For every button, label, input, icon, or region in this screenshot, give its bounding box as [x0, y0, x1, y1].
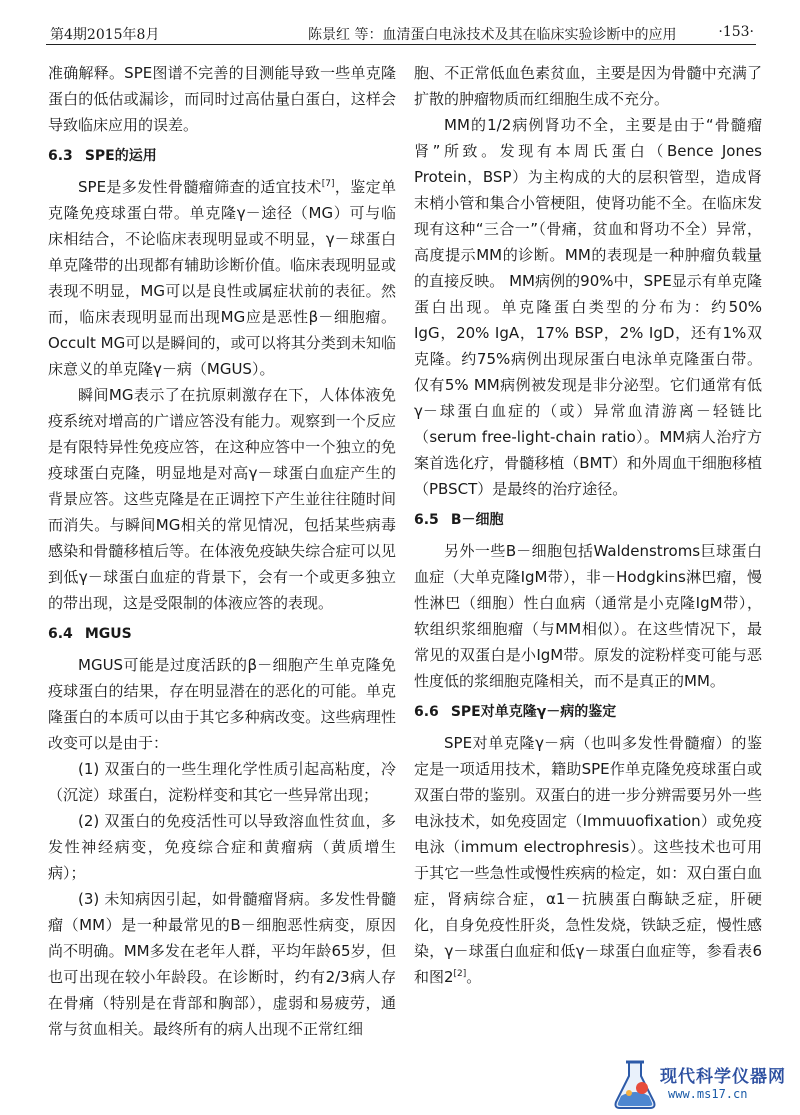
section-title: B－细胞	[450, 512, 504, 528]
section-heading-6-3	[48, 143, 396, 169]
text-run: SPE是多发性骨髓瘤筛查的适宜技术	[78, 178, 322, 196]
section-number: 6.6	[414, 704, 439, 720]
section-number: 6.5	[414, 512, 439, 528]
citation-ref: [2]	[453, 969, 467, 979]
list-item: (1) 双蛋白的一些生理化学性质引起高粘度，冷（沉淀）球蛋白，淀粉样变和其它一些异常出现；	[48, 760, 396, 804]
section-number: 6.3	[48, 148, 73, 164]
watermark-name: 现代科学仪器网	[660, 1067, 786, 1087]
section-number: 6.4	[48, 626, 73, 642]
section-heading-6-5	[414, 507, 762, 533]
paragraph: 瞬间MG表示了在抗原刺激存在下，人体体液免疫系统对增高的广谱应答没有能力。观察到一个反应是有限特异性免疫应答，在这种应答中一个独立的免疫球蛋白克隆，明显地是对高γ－球蛋白血症产生的背景应答。这些克隆是在正调控下产生並往往随时间而消失。与瞬间MG相关的常见情况，包括某些病毒感染和骨髓移植后等。在体液免疫缺失综合症可以见到低γ－球蛋白血症的背景下，会有一个或更多独立的带出现，这是受限制的体液应答的表现。	[48, 386, 396, 612]
flask-icon	[612, 1058, 658, 1110]
watermark-url: www.ms17.cn	[668, 1087, 748, 1101]
section-heading-6-6	[414, 699, 762, 725]
page-number: ·153·	[718, 24, 754, 40]
list-item: (2) 双蛋白的免疫活性可以导致溶血性贫血，多发性神经病变，免疫综合症和黄瘤病（黄质增生病）；	[48, 812, 396, 882]
section-title: SPE的运用	[84, 148, 157, 164]
paragraph	[414, 730, 762, 990]
text-run: SPE对单克隆γ－病（也叫多发性骨髓瘤）的鉴定是一项适用技术，籍助SPE作单克隆免疫球蛋白或双蛋白带的鉴别。双蛋白的进一步分辨需要另外一些电泳技术，如免疫固定（Immuuofixation）或免疫电泳（immum electrophresis）。这些技术也可用于其它一些急性或慢性疾病的检定，如：双白蛋白血症，肾病综合症，α1－抗胰蛋白酶缺乏症，肝硬化，自身免疫性肝炎，急性发烧，铁缺乏症，慢性感染，γ－球蛋白血症和低γ－球蛋白血症等，参看表6和图2	[414, 734, 762, 986]
paragraph: 胞、不正常低血色素贫血，主要是因为骨髓中充满了扩散的肿瘤物质而红细胞生成不充分。	[414, 64, 762, 108]
running-title: 陈景红 等：血清蛋白电泳技术及其在临床实验诊断中的应用	[308, 27, 677, 43]
paragraph: MGUS可能是过度活跃的β－细胞产生单克隆免疫球蛋白的结果，存在明显潜在的恶化的可能。单克隆蛋白的本质可以由于其它多种病改变。这些病理性改变可以是由于：	[48, 656, 396, 752]
section-title: SPE对单克隆γ－病的鉴定	[450, 704, 617, 720]
citation-ref: [7]	[321, 179, 335, 189]
paragraph	[48, 174, 396, 382]
paragraph: 另外一些B－细胞包括Waldenstroms巨球蛋白血症（大单克隆IgM带），非－Hodgkins淋巴瘤，慢性淋巴（细胞）性白血病（通常是小克隆IgM带），软组织浆细胞瘤（与MM相似）。在这些情况下，最常见的双蛋白是小IgM带。原发的淀粉样变可能与恶性度低的浆细胞克隆相关，而不是真正的MM。	[414, 542, 762, 690]
issue-date: 第4期2015年8月	[50, 27, 160, 43]
paragraph: MM的1/2病例肾功不全，主要是由于“骨髓瘤肾”所致。发现有本周氏蛋白（Bence Jones Protein，BSP）为主构成的大的层积管型，造成肾末梢小管和集合小管梗阻，使肾功能不全。在临床发现有这种“三合一”（骨痛，贫血和肾功不全）异常，高度提示MM的诊断。MM的表现是一种肿瘤负载量的直接反映。 MM病例的90%中，SPE显示有单克隆蛋白出现。单克隆蛋白类型的分布为：约50% IgG，20% IgA，17% BSP，2% IgD，还有1%双克隆。约75%病例出现尿蛋白电泳单克隆蛋白带。仅有5% MM病例被发现是非分泌型。它们通常有低γ－球蛋白血症的（或）异常血清游离－轻链比（serum free-light-chain ratio）。MM病人治疗方案首选化疗，骨髓移植（BMT）和外周血干细胞移植（PBSCT）是最终的治疗途径。	[414, 116, 762, 498]
text-run: 。	[466, 968, 482, 986]
watermark-logo	[612, 1058, 792, 1110]
paragraph: 准确解释。SPE图谱不完善的目测能导致一些单克隆蛋白的低估或漏诊，而同时过高估量白蛋白，这样会导致临床应用的误差。	[48, 64, 396, 134]
section-heading-6-4	[48, 621, 396, 647]
list-item: (3) 未知病因引起，如骨髓瘤肾病。多发性骨髓瘤（MM）是一种最常见的B－细胞恶性病变，原因尚不明确。MM多发在老年人群，平均年龄65岁，但也可出现在较小年龄段。在诊断时，约有2/3病人存在骨痛（特别是在背部和胸部），虚弱和易疲劳，通常与贫血相关。最终所有的病人出现不正常红细	[48, 890, 396, 1038]
running-header	[46, 14, 756, 45]
text-run: ，鉴定单克隆免疫球蛋白带。单克隆γ－途径（MG）可与临床相结合，不论临床表现明显或不明显，γ－球蛋白单克隆带的出现都有辅助诊断价值。临床表现明显或表现不明显，MG可以是良性或属症状前的表征。然而，临床表现明显而出现MG应是恶性β－细胞瘤。Occult MG可以是瞬间的，或可以将其分类到未知临床意义的单克隆γ－病（MGUS）。	[48, 178, 396, 378]
left-column	[48, 60, 396, 1042]
right-column	[414, 60, 762, 990]
section-title: MGUS	[84, 626, 132, 642]
